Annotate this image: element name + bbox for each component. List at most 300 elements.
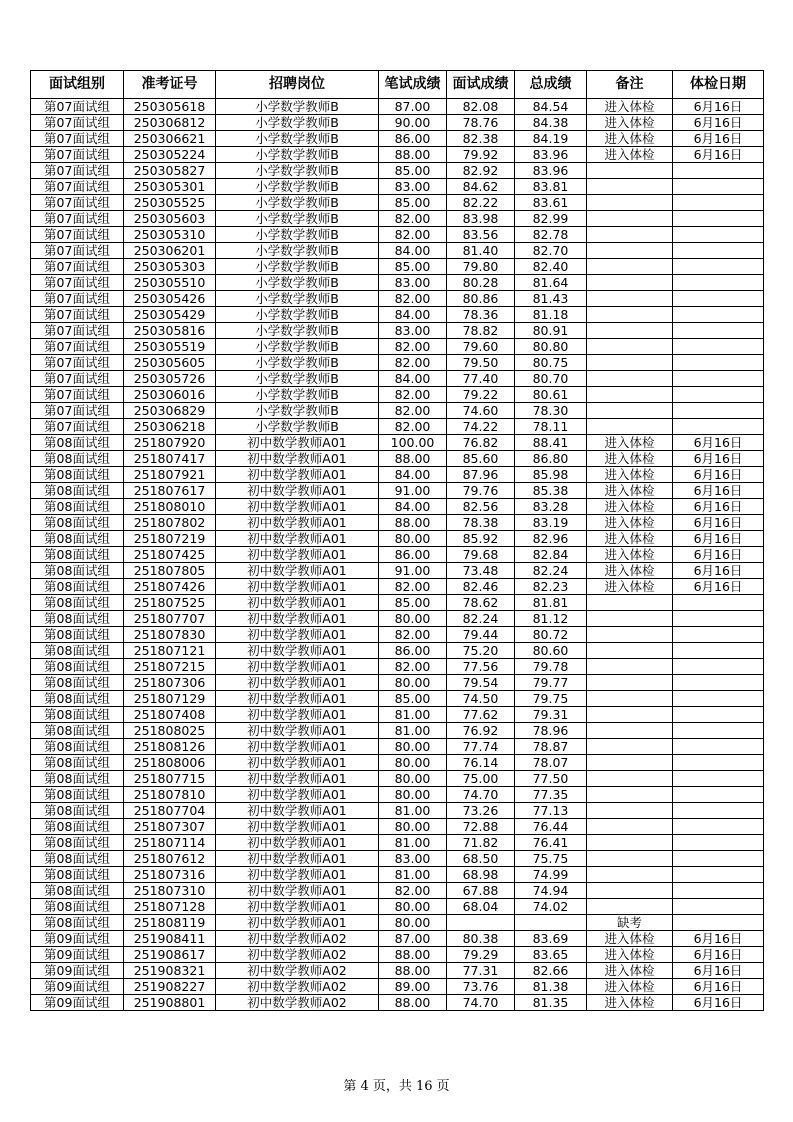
table-row (31, 723, 764, 739)
exam-number-cell: 251807219 (124, 531, 216, 547)
table-row (31, 451, 764, 467)
exam-number-cell: 250305827 (124, 163, 216, 179)
table-row (31, 819, 764, 835)
exam-date-cell (673, 659, 764, 675)
table-row (31, 195, 764, 211)
position-cell: 初中数学教师A02 (216, 995, 379, 1011)
total-score-cell: 77.35 (515, 787, 587, 803)
remark-cell (587, 259, 673, 275)
remark-cell (587, 227, 673, 243)
remark-cell (587, 835, 673, 851)
exam-date-cell: 6月16日 (673, 131, 764, 147)
interview-group-cell: 第08面试组 (31, 723, 124, 739)
written-score-cell: 87.00 (379, 99, 447, 115)
exam-number-cell: 250305310 (124, 227, 216, 243)
interview-score-cell: 82.24 (447, 611, 515, 627)
exam-number-cell: 251808010 (124, 499, 216, 515)
exam-number-cell: 251807425 (124, 547, 216, 563)
interview-score-cell: 74.22 (447, 419, 515, 435)
exam-date-cell: 6月16日 (673, 563, 764, 579)
position-cell: 初中数学教师A01 (216, 659, 379, 675)
written-score-cell: 80.00 (379, 771, 447, 787)
interview-group-cell: 第08面试组 (31, 739, 124, 755)
exam-date-cell (673, 323, 764, 339)
interview-score-cell: 80.86 (447, 291, 515, 307)
total-score-cell: 77.50 (515, 771, 587, 787)
written-score-cell: 82.00 (379, 355, 447, 371)
total-score-cell: 74.99 (515, 867, 587, 883)
remark-cell: 进入体检 (587, 147, 673, 163)
exam-date-cell: 6月16日 (673, 979, 764, 995)
interview-score-cell: 67.88 (447, 883, 515, 899)
total-score-cell: 81.64 (515, 275, 587, 291)
total-score-cell: 78.11 (515, 419, 587, 435)
exam-number-cell: 251807310 (124, 883, 216, 899)
position-cell: 初中数学教师A02 (216, 931, 379, 947)
interview-score-cell: 78.38 (447, 515, 515, 531)
exam-date-cell (673, 755, 764, 771)
exam-number-cell: 251908411 (124, 931, 216, 947)
exam-number-cell: 250305510 (124, 275, 216, 291)
interview-group-cell: 第07面试组 (31, 419, 124, 435)
remark-cell (587, 163, 673, 179)
interview-group-cell: 第07面试组 (31, 211, 124, 227)
position-cell: 初中数学教师A01 (216, 723, 379, 739)
interview-score-cell: 79.44 (447, 627, 515, 643)
table-row (31, 515, 764, 531)
exam-date-cell: 6月16日 (673, 995, 764, 1011)
interview-group-cell: 第09面试组 (31, 963, 124, 979)
written-score-cell: 80.00 (379, 787, 447, 803)
written-score-cell: 88.00 (379, 147, 447, 163)
written-score-cell: 81.00 (379, 707, 447, 723)
interview-group-cell: 第07面试组 (31, 355, 124, 371)
written-score-cell: 81.00 (379, 835, 447, 851)
remark-cell (587, 339, 673, 355)
interview-score-cell: 77.56 (447, 659, 515, 675)
interview-group-cell: 第08面试组 (31, 579, 124, 595)
remark-cell: 进入体检 (587, 451, 673, 467)
table-row (31, 787, 764, 803)
table-row (31, 371, 764, 387)
table-row (31, 899, 764, 915)
table-row (31, 275, 764, 291)
exam-date-cell (673, 803, 764, 819)
position-cell: 小学数学教师B (216, 403, 379, 419)
interview-group-cell: 第09面试组 (31, 979, 124, 995)
written-score-cell: 88.00 (379, 515, 447, 531)
total-score-cell: 78.30 (515, 403, 587, 419)
exam-number-cell: 251807215 (124, 659, 216, 675)
interview-score-cell: 79.50 (447, 355, 515, 371)
interview-group-cell: 第08面试组 (31, 611, 124, 627)
interview-group-cell: 第08面试组 (31, 659, 124, 675)
remark-cell (587, 787, 673, 803)
table-row (31, 739, 764, 755)
results-table (30, 70, 764, 1011)
total-score-cell: 80.75 (515, 355, 587, 371)
position-cell: 小学数学教师B (216, 99, 379, 115)
written-score-cell: 83.00 (379, 851, 447, 867)
exam-date-cell: 6月16日 (673, 483, 764, 499)
interview-score-cell: 78.76 (447, 115, 515, 131)
remark-cell (587, 723, 673, 739)
exam-date-cell (673, 371, 764, 387)
interview-score-cell: 77.40 (447, 371, 515, 387)
exam-number-cell: 250305605 (124, 355, 216, 371)
written-score-cell: 80.00 (379, 531, 447, 547)
position-cell: 初中数学教师A01 (216, 595, 379, 611)
total-score-cell: 75.75 (515, 851, 587, 867)
interview-score-cell: 85.92 (447, 531, 515, 547)
interview-score-cell: 79.29 (447, 947, 515, 963)
total-score-cell: 77.13 (515, 803, 587, 819)
written-score-cell: 83.00 (379, 323, 447, 339)
interview-group-cell: 第08面试组 (31, 691, 124, 707)
table-row (31, 547, 764, 563)
written-score-cell: 84.00 (379, 499, 447, 515)
remark-cell (587, 611, 673, 627)
remark-cell: 进入体检 (587, 947, 673, 963)
exam-number-cell: 251908321 (124, 963, 216, 979)
interview-group-cell: 第08面试组 (31, 771, 124, 787)
written-score-cell: 81.00 (379, 723, 447, 739)
exam-date-cell (673, 259, 764, 275)
exam-date-cell (673, 787, 764, 803)
exam-date-cell (673, 835, 764, 851)
interview-score-cell: 78.36 (447, 307, 515, 323)
written-score-cell: 85.00 (379, 595, 447, 611)
written-score-cell: 82.00 (379, 579, 447, 595)
written-score-cell: 85.00 (379, 163, 447, 179)
interview-score-cell: 73.26 (447, 803, 515, 819)
exam-date-cell (673, 723, 764, 739)
written-score-cell: 85.00 (379, 691, 447, 707)
table-row (31, 435, 764, 451)
total-score-cell: 82.66 (515, 963, 587, 979)
total-score-cell: 74.02 (515, 899, 587, 915)
interview-group-cell: 第08面试组 (31, 851, 124, 867)
exam-number-cell: 251808119 (124, 915, 216, 931)
interview-score-cell: 79.76 (447, 483, 515, 499)
written-score-cell: 80.00 (379, 755, 447, 771)
table-row (31, 163, 764, 179)
exam-date-cell (673, 243, 764, 259)
exam-number-cell: 251807704 (124, 803, 216, 819)
remark-cell: 进入体检 (587, 131, 673, 147)
position-cell: 初中数学教师A01 (216, 835, 379, 851)
interview-group-cell: 第07面试组 (31, 371, 124, 387)
position-cell: 初中数学教师A01 (216, 771, 379, 787)
position-cell: 初中数学教师A01 (216, 899, 379, 915)
interview-group-cell: 第08面试组 (31, 819, 124, 835)
total-score-cell: 81.18 (515, 307, 587, 323)
interview-score-cell: 82.38 (447, 131, 515, 147)
interview-score-cell: 73.76 (447, 979, 515, 995)
total-score-cell: 82.70 (515, 243, 587, 259)
remark-cell (587, 195, 673, 211)
total-score-cell: 80.61 (515, 387, 587, 403)
header-exam-number: 准考证号 (124, 71, 216, 99)
position-cell: 小学数学教师B (216, 211, 379, 227)
total-score-cell: 82.96 (515, 531, 587, 547)
header-position: 招聘岗位 (216, 71, 379, 99)
interview-group-cell: 第08面试组 (31, 899, 124, 915)
exam-date-cell (673, 419, 764, 435)
interview-score-cell: 68.50 (447, 851, 515, 867)
exam-number-cell: 251807830 (124, 627, 216, 643)
position-cell: 初中数学教师A01 (216, 915, 379, 931)
exam-date-cell: 6月16日 (673, 435, 764, 451)
exam-date-cell (673, 387, 764, 403)
remark-cell (587, 387, 673, 403)
position-cell: 初中数学教师A01 (216, 883, 379, 899)
interview-group-cell: 第08面试组 (31, 435, 124, 451)
interview-group-cell: 第08面试组 (31, 595, 124, 611)
exam-number-cell: 250306016 (124, 387, 216, 403)
interview-score-cell: 74.70 (447, 787, 515, 803)
position-cell: 初中数学教师A01 (216, 483, 379, 499)
total-score-cell: 84.19 (515, 131, 587, 147)
exam-date-cell (673, 851, 764, 867)
table-row (31, 611, 764, 627)
exam-number-cell: 251807316 (124, 867, 216, 883)
interview-group-cell: 第08面试组 (31, 675, 124, 691)
exam-number-cell: 250305519 (124, 339, 216, 355)
interview-score-cell: 76.14 (447, 755, 515, 771)
remark-cell (587, 883, 673, 899)
exam-number-cell: 251807920 (124, 435, 216, 451)
exam-number-cell: 251807617 (124, 483, 216, 499)
written-score-cell: 81.00 (379, 803, 447, 819)
total-score-cell: 88.41 (515, 435, 587, 451)
remark-cell: 进入体检 (587, 579, 673, 595)
written-score-cell: 82.00 (379, 227, 447, 243)
interview-group-cell: 第09面试组 (31, 931, 124, 947)
exam-date-cell (673, 739, 764, 755)
written-score-cell: 80.00 (379, 819, 447, 835)
written-score-cell: 82.00 (379, 339, 447, 355)
interview-score-cell: 79.54 (447, 675, 515, 691)
position-cell: 初中数学教师A01 (216, 755, 379, 771)
exam-number-cell: 251808025 (124, 723, 216, 739)
total-score-cell: 83.81 (515, 179, 587, 195)
written-score-cell: 86.00 (379, 643, 447, 659)
table-row (31, 387, 764, 403)
remark-cell: 进入体检 (587, 531, 673, 547)
exam-date-cell: 6月16日 (673, 547, 764, 563)
remark-cell: 进入体检 (587, 995, 673, 1011)
total-score-cell: 79.77 (515, 675, 587, 691)
written-score-cell: 82.00 (379, 883, 447, 899)
exam-date-cell (673, 227, 764, 243)
exam-date-cell (673, 403, 764, 419)
remark-cell (587, 595, 673, 611)
exam-date-cell (673, 595, 764, 611)
table-row (31, 339, 764, 355)
table-row (31, 259, 764, 275)
remark-cell (587, 403, 673, 419)
position-cell: 初中数学教师A01 (216, 435, 379, 451)
interview-score-cell: 82.46 (447, 579, 515, 595)
interview-group-cell: 第09面试组 (31, 947, 124, 963)
position-cell: 初中数学教师A01 (216, 819, 379, 835)
interview-group-cell: 第08面试组 (31, 643, 124, 659)
interview-score-cell: 82.56 (447, 499, 515, 515)
table-row (31, 915, 764, 931)
interview-score-cell: 72.88 (447, 819, 515, 835)
total-score-cell: 82.40 (515, 259, 587, 275)
table-row (31, 867, 764, 883)
interview-score-cell: 79.80 (447, 259, 515, 275)
written-score-cell: 88.00 (379, 947, 447, 963)
exam-number-cell: 250305303 (124, 259, 216, 275)
position-cell: 初中数学教师A01 (216, 707, 379, 723)
interview-score-cell: 74.60 (447, 403, 515, 419)
exam-date-cell (673, 707, 764, 723)
position-cell: 小学数学教师B (216, 259, 379, 275)
interview-group-cell: 第07面试组 (31, 387, 124, 403)
interview-score-cell: 74.70 (447, 995, 515, 1011)
interview-group-cell: 第07面试组 (31, 243, 124, 259)
interview-score-cell: 87.96 (447, 467, 515, 483)
exam-number-cell: 251808006 (124, 755, 216, 771)
table-row (31, 227, 764, 243)
position-cell: 初中数学教师A01 (216, 803, 379, 819)
interview-group-cell: 第08面试组 (31, 515, 124, 531)
remark-cell (587, 643, 673, 659)
score-sheet (30, 70, 763, 1011)
exam-number-cell: 251807417 (124, 451, 216, 467)
interview-score-cell: 75.20 (447, 643, 515, 659)
exam-number-cell: 251807307 (124, 819, 216, 835)
interview-group-cell: 第07面试组 (31, 163, 124, 179)
interview-group-cell: 第08面试组 (31, 755, 124, 771)
table-row (31, 531, 764, 547)
exam-number-cell: 250305429 (124, 307, 216, 323)
table-row (31, 835, 764, 851)
table-row (31, 595, 764, 611)
written-score-cell: 80.00 (379, 899, 447, 915)
position-cell: 小学数学教师B (216, 179, 379, 195)
total-score-cell: 85.98 (515, 467, 587, 483)
remark-cell (587, 755, 673, 771)
position-cell: 初中数学教师A02 (216, 963, 379, 979)
remark-cell: 进入体检 (587, 563, 673, 579)
interview-score-cell: 76.92 (447, 723, 515, 739)
position-cell: 初中数学教师A01 (216, 499, 379, 515)
total-score-cell: 82.78 (515, 227, 587, 243)
position-cell: 小学数学教师B (216, 355, 379, 371)
position-cell: 小学数学教师B (216, 115, 379, 131)
total-score-cell: 82.84 (515, 547, 587, 563)
table-row (31, 579, 764, 595)
written-score-cell: 82.00 (379, 403, 447, 419)
position-cell: 小学数学教师B (216, 323, 379, 339)
exam-date-cell (673, 883, 764, 899)
table-row (31, 627, 764, 643)
position-cell: 初中数学教师A01 (216, 547, 379, 563)
table-row (31, 499, 764, 515)
written-score-cell: 91.00 (379, 483, 447, 499)
exam-date-cell: 6月16日 (673, 515, 764, 531)
remark-cell (587, 675, 673, 691)
interview-score-cell: 71.82 (447, 835, 515, 851)
remark-cell (587, 179, 673, 195)
exam-date-cell (673, 915, 764, 931)
interview-score-cell: 81.40 (447, 243, 515, 259)
exam-date-cell: 6月16日 (673, 147, 764, 163)
remark-cell (587, 323, 673, 339)
remark-cell (587, 275, 673, 291)
written-score-cell: 85.00 (379, 259, 447, 275)
position-cell: 初中数学教师A01 (216, 675, 379, 691)
interview-group-cell: 第07面试组 (31, 291, 124, 307)
interview-group-cell: 第07面试组 (31, 131, 124, 147)
exam-date-cell: 6月16日 (673, 931, 764, 947)
position-cell: 小学数学教师B (216, 195, 379, 211)
interview-score-cell: 82.22 (447, 195, 515, 211)
table-row (31, 243, 764, 259)
interview-score-cell: 77.62 (447, 707, 515, 723)
position-cell: 小学数学教师B (216, 131, 379, 147)
table-row (31, 643, 764, 659)
exam-date-cell (673, 899, 764, 915)
total-score-cell: 83.19 (515, 515, 587, 531)
table-row (31, 659, 764, 675)
remark-cell: 缺考 (587, 915, 673, 931)
table-row (31, 323, 764, 339)
exam-number-cell: 250305618 (124, 99, 216, 115)
table-row (31, 99, 764, 115)
interview-group-cell: 第07面试组 (31, 323, 124, 339)
exam-number-cell: 251807707 (124, 611, 216, 627)
interview-score-cell: 77.74 (447, 739, 515, 755)
remark-cell: 进入体检 (587, 515, 673, 531)
remark-cell: 进入体检 (587, 963, 673, 979)
total-score-cell: 83.96 (515, 163, 587, 179)
remark-cell (587, 243, 673, 259)
exam-date-cell (673, 819, 764, 835)
interview-group-cell: 第07面试组 (31, 99, 124, 115)
table-row (31, 675, 764, 691)
remark-cell (587, 803, 673, 819)
remark-cell (587, 291, 673, 307)
interview-score-cell: 77.31 (447, 963, 515, 979)
total-score-cell: 82.24 (515, 563, 587, 579)
table-row (31, 307, 764, 323)
interview-group-cell: 第07面试组 (31, 179, 124, 195)
table-row (31, 563, 764, 579)
table-row (31, 483, 764, 499)
table-row (31, 707, 764, 723)
position-cell: 小学数学教师B (216, 387, 379, 403)
exam-number-cell: 251807129 (124, 691, 216, 707)
exam-date-cell (673, 643, 764, 659)
table-row (31, 851, 764, 867)
table-row (31, 947, 764, 963)
total-score-cell: 76.44 (515, 819, 587, 835)
interview-score-cell: 76.82 (447, 435, 515, 451)
interview-score-cell (447, 915, 515, 931)
remark-cell (587, 851, 673, 867)
interview-score-cell: 80.28 (447, 275, 515, 291)
exam-date-cell (673, 339, 764, 355)
exam-date-cell (673, 867, 764, 883)
interview-group-cell: 第08面试组 (31, 627, 124, 643)
header-written-score: 笔试成绩 (379, 71, 447, 99)
table-body (31, 99, 764, 1011)
